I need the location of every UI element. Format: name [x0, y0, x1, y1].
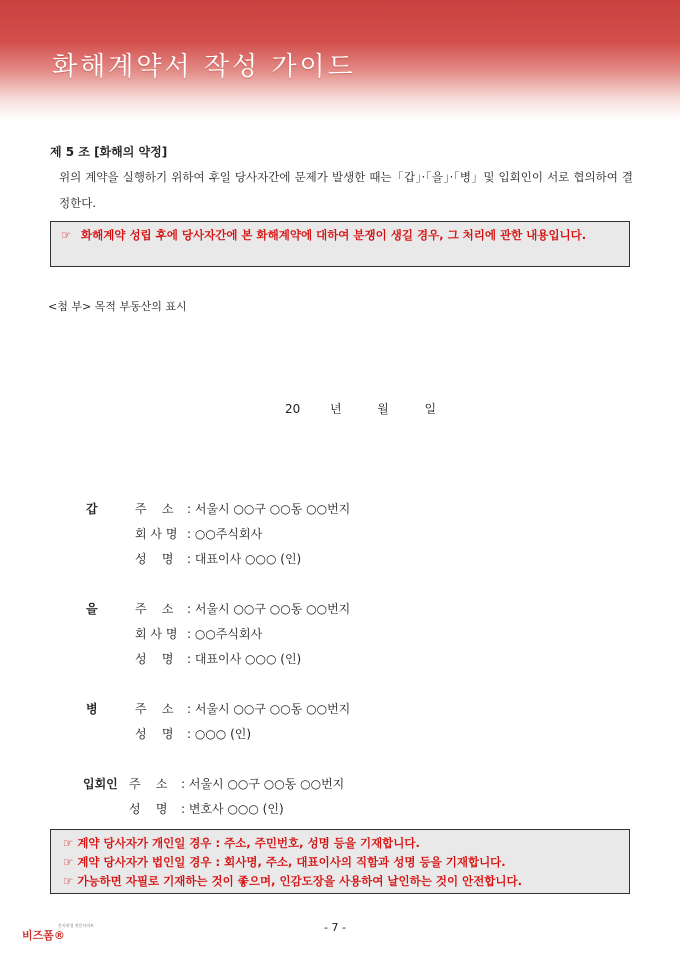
instruction-text: 가능하면 자필로 기재하는 것이 좋으며, 인감도장을 사용하여 날인하는 것이 안전합니다. — [77, 874, 523, 888]
attachment-line: <첨 부> 목적 부동산의 표시 — [48, 300, 187, 313]
date-line — [285, 400, 436, 417]
party-label: 을 — [86, 602, 98, 616]
name-label: 성 명 — [135, 652, 174, 666]
company-label: 회 사 명 — [135, 527, 178, 541]
instruction-note-box — [50, 829, 630, 894]
logo-subtext: 문서작성 전문사이트 — [58, 923, 95, 928]
party-label: 갑 — [86, 502, 98, 516]
name-value: : 대표이사 ○○○ (인) — [187, 552, 302, 566]
date-month: 월 — [377, 402, 389, 416]
pointer-icon: ☞ — [63, 855, 74, 869]
name-value: : 대표이사 ○○○ (인) — [187, 652, 302, 666]
article-heading: 제 5 조 [화해의 약정] — [50, 145, 168, 159]
guide-note-line — [61, 226, 621, 244]
address-value: : 서울시 ○○구 ○○동 ○○번지 — [187, 502, 351, 516]
pointer-icon: ☞ — [63, 874, 74, 888]
instruction-text: 계약 당사자가 개인일 경우 : 주소, 주민번호, 성명 등을 기재합니다. — [77, 836, 420, 850]
article-body: 위의 계약을 실행하기 위하여 후일 당사자간에 문제가 발생한 때는「갑」·「을」·「병」및 입회인이 서로 협의하여 결정한다. — [59, 170, 633, 210]
date-year: 년 — [329, 402, 342, 416]
header-banner — [0, 0, 680, 120]
company-value: : ○○주식회사 — [187, 627, 263, 641]
guide-note-box — [50, 221, 630, 267]
date-day: 일 — [424, 402, 437, 416]
address-label: 주 소 — [135, 502, 174, 516]
address-value: : 서울시 ○○구 ○○동 ○○번지 — [181, 777, 345, 791]
instruction-line — [63, 834, 621, 853]
name-label: 성 명 — [135, 727, 174, 741]
address-value: : 서울시 ○○구 ○○동 ○○번지 — [187, 702, 351, 716]
instruction-line — [63, 872, 621, 891]
bizforms-logo — [22, 923, 95, 943]
pointer-icon: ☞ — [61, 228, 72, 242]
company-label: 회 사 명 — [135, 627, 178, 641]
company-value: : ○○주식회사 — [187, 527, 263, 541]
instruction-text: 계약 당사자가 법인일 경우 : 회사명, 주소, 대표이사의 직함과 성명 등을 기재합니다. — [77, 855, 506, 869]
address-label: 주 소 — [129, 777, 168, 791]
party-label: 병 — [86, 702, 98, 716]
name-value: : ○○○ (인) — [187, 727, 252, 741]
party-label: 입회인 — [83, 777, 118, 791]
logo-text: 비즈폼® — [22, 929, 65, 942]
guide-note-text: 화해계약 성립 후에 당사자간에 본 화해계약에 대하여 분쟁이 생길 경우, 그 처리에 관한 내용입니다. — [81, 228, 587, 242]
name-label: 성 명 — [135, 552, 174, 566]
name-value: : 변호사 ○○○ (인) — [181, 802, 284, 816]
instruction-line — [63, 853, 621, 872]
page-number: - 7 - — [324, 921, 346, 934]
page-title: 화해계약서 작성 가이드 — [52, 52, 356, 82]
name-label: 성 명 — [129, 802, 168, 816]
pointer-icon: ☞ — [63, 836, 74, 850]
address-value: : 서울시 ○○구 ○○동 ○○번지 — [187, 602, 351, 616]
date-year-prefix: 20 — [285, 402, 301, 416]
address-label: 주 소 — [135, 602, 174, 616]
address-label: 주 소 — [135, 702, 174, 716]
